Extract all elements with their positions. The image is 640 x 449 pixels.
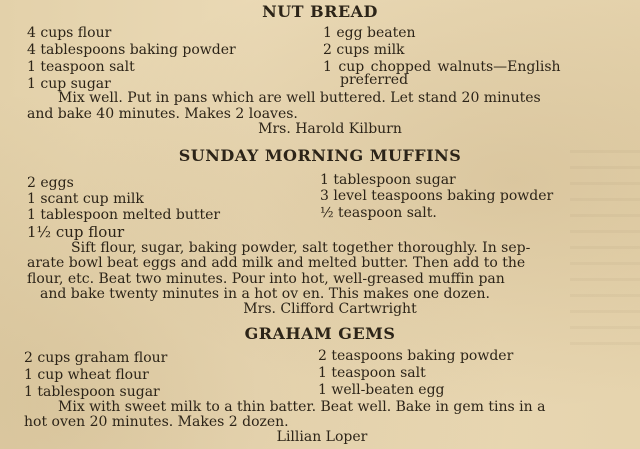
ingredient: 1 scant cup milk [27,191,144,207]
ingredient: 2 teaspoons baking powder [318,348,514,364]
instruction-line: and bake twenty minutes in a hot ov en. This makes one dozen. [40,286,490,302]
ingredient: 3 level teaspoons baking powder [320,188,554,204]
ingredient: 1 tablespoon melted butter [27,207,221,223]
ingredient: 2 eggs [27,175,74,191]
ingredient: 1 cup sugar [27,76,111,92]
instruction-line: Mix with sweet milk to a thin batter. Beat well. Bake in gem tins in a [58,399,546,415]
ingredient: 1 cup wheat flour [24,367,149,383]
instruction-line: hot oven 20 minutes. Makes 2 dozen. [24,414,289,430]
ingredient: ½ teaspoon salt. [320,205,437,221]
ingredient: 1 tablespoon sugar [320,172,456,188]
ingredient-continuation: preferred [340,72,409,88]
instruction-line: Mix well. Put in pans which are well buttered. Let stand 20 minutes [58,90,541,106]
ingredient: 1 well-beaten egg [318,382,445,398]
ingredient: 1 teaspoon salt [27,59,135,75]
instruction-line: and bake 40 minutes. Makes 2 loaves. [27,106,298,122]
ingredient: 1 egg beaten [323,25,416,41]
instruction-line: arate bowl beat eggs and add milk and melted butter. Then add to the [27,255,526,271]
ingredient: 2 cups graham flour [24,350,168,366]
ingredient: 1 tablespoon sugar [24,384,160,400]
ingredient: 1½ cup flour [27,223,125,241]
instruction-line: Sift flour, sugar, baking powder, salt together thoroughly. In sep- [71,240,531,256]
recipe-author: Mrs. Harold Kilburn [258,121,402,137]
ingredient: 2 cups milk [323,42,405,58]
ingredient: 4 tablespoons baking powder [27,42,236,58]
recipe-title-muffins: SUNDAY MORNING MUFFINS [178,146,462,165]
recipe-author: Lillian Loper [276,429,368,445]
recipe-title-nut-bread: NUT BREAD [262,2,378,21]
recipe-title-graham-gems: GRAHAM GEMS [244,324,396,343]
recipe-author: Mrs. Clifford Cartwright [243,301,417,317]
ingredient: 1 teaspoon salt [318,365,426,381]
instruction-line: flour, etc. Beat two minutes. Pour into hot, well-greased muffin pan [27,271,505,287]
ingredient: 4 cups flour [27,25,112,41]
show-through-texture [570,150,640,350]
ingredient: 1 cup chopped walnuts—English [323,59,561,75]
